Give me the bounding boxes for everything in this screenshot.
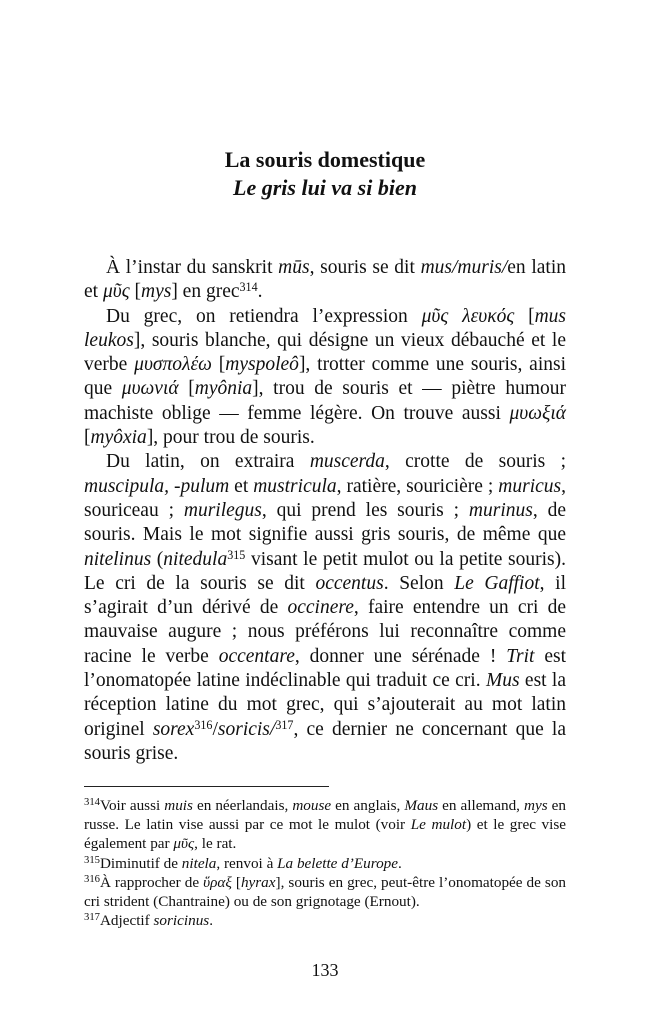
footnote-316: $^{316}$À rapprocher de ὕραξ [hyrax], souris en grec, peut-être l’onomatopée de son cri strident (Chantraine) ou de son grignotage (Ernout). [84, 873, 567, 911]
chapter-title: La souris domestique [224, 147, 426, 172]
paragraph-3: Du latin, on extraira muscerda, crotte de souris ; muscipula, -pulum et mustricula, ratière, souricière ; muricus, souriceau ; murilegus, qui prend les souris ; murinus, de souris. Mais le mot signifie aussi gris souris, de même que nitelinus (nitedula$^{315}$ visant le petit mulot ou la petite souris). Le cri de la souris se dit occentus. Selon Le Gaffiot, il s’agirait d’un dérivé de occinere, faire entendre un cri de mauvaise augure ; nous préférons lui reconnaître comme racine le verbe occentare, donner une sérénade ! Trit est l’onomatopée latine indéclinable qui traduit ce cri. Mus est la réception latine du mot grec, qui s’ajouterait au mot latin originel sorex$^{316}$/soricis/$^{317}$, ce dernier ne concernant que la souris grise. [84, 451, 567, 764]
paragraph-2: Du grec, on retiendra l’expression μῦς λευκός [mus leukos], souris blanche, qui désigne un vieux débauché et le verbe μυσπολέω [myspoleô], trotter comme une souris, ainsi que μυωνιά [myônia], trou de souris et — piètre humour machiste oblige — femme légère. On trouve aussi μυωξιά [myôxia], pour trou de souris. [84, 305, 567, 449]
footnotes [84, 796, 566, 930]
page-number: 133 [311, 960, 339, 980]
paragraph-1: À l’instar du sanskrit mūs, souris se dit mus/muris/en latin et μῦς [mys] en grec$^{314}$. [84, 257, 566, 303]
footnote-ref-314: 314 [239, 280, 258, 295]
chapter-heading [0, 146, 650, 202]
body-text [84, 256, 566, 766]
footnote-ref-317: 317 [275, 717, 294, 732]
footnote-315: $^{315}$Diminutif de nitela, renvoi à La belette d’Europe. [84, 854, 402, 872]
footnote-ref-316: 316 [194, 717, 213, 732]
footnote-317: $^{317}$Adjectif soricinus. [84, 912, 213, 930]
footnote-314: $^{314}$Voir aussi muis en néerlandais, mouse en anglais, Maus en allemand, mys en russe. Le latin vise aussi par ce mot le mulot (voir Le mulot) et le grec vise également par μῦς, le rat. [84, 797, 566, 853]
footnote-ref-315: 315 [227, 547, 246, 562]
footnote-divider [84, 786, 329, 787]
chapter-subtitle: Le gris lui va si bien [233, 175, 417, 200]
